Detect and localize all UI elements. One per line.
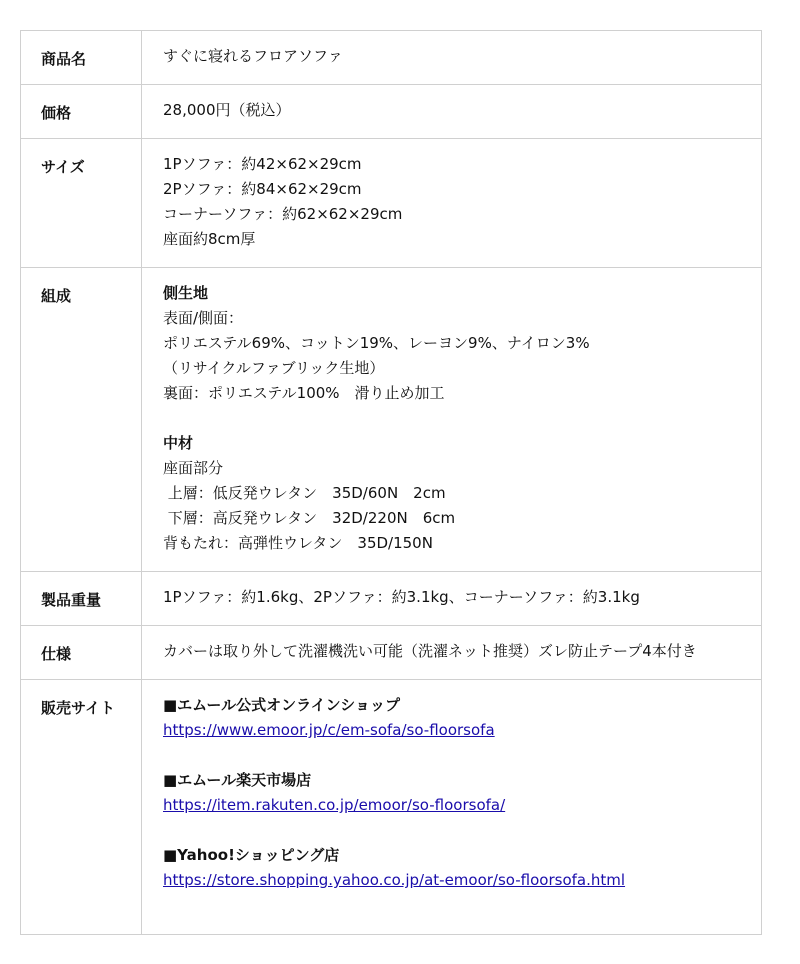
- shop-name-official: ■エムール公式オンラインショップ: [163, 696, 400, 714]
- size-line: 1Pソファ：約42×62×29cm: [163, 155, 362, 173]
- spacer: [163, 743, 761, 768]
- shop-link-rakuten[interactable]: https://item.rakuten.co.jp/emoor/so-floorsofa/: [163, 796, 506, 814]
- composition-line: 表面/側面：: [163, 309, 244, 327]
- spec-value: [142, 31, 761, 84]
- shop-name-yahoo: ■Yahoo!ショッピング店: [163, 846, 340, 864]
- filling-heading: 中材: [163, 434, 194, 452]
- spacer: [163, 406, 761, 431]
- spec-row-size: [21, 139, 761, 268]
- side-fabric-heading: 側生地: [163, 284, 209, 302]
- shop-name-rakuten: ■エムール楽天市場店: [163, 771, 312, 789]
- spec-row-price: [21, 85, 761, 139]
- composition-line: ポリエステル69%、コットン19%、レーヨン9%、ナイロン3%: [163, 334, 590, 352]
- spec-label: 仕様: [21, 626, 142, 679]
- shop-link-official[interactable]: https://www.emoor.jp/c/em-sofa/so-floorsofa: [163, 721, 495, 739]
- spec-value: [142, 268, 761, 571]
- composition-line: 上層：低反発ウレタン 35D/60N 2cm: [163, 484, 446, 502]
- composition-line: 裏面：ポリエステル100% 滑り止め加工: [163, 384, 445, 402]
- product-spec-table: [20, 30, 762, 935]
- spec-row-shops: [21, 680, 761, 934]
- spec-label: 製品重量: [21, 572, 142, 625]
- spec-label: 商品名: [21, 31, 142, 84]
- price: 28,000円（税込）: [163, 101, 291, 119]
- spec-label: サイズ: [21, 139, 142, 267]
- spec-value: [142, 572, 761, 625]
- size-line: コーナーソファ：約62×62×29cm: [163, 205, 403, 223]
- spec-label: 価格: [21, 85, 142, 138]
- spec-label: 販売サイト: [21, 680, 142, 934]
- spec-row-spec: [21, 626, 761, 680]
- spec-row-composition: [21, 268, 761, 572]
- shop-link-yahoo[interactable]: https://store.shopping.yahoo.co.jp/at-emoor/so-floorsofa.html: [163, 871, 626, 889]
- specification: カバーは取り外して洗濯機洗い可能（洗濯ネット推奨）ズレ防止テープ4本付き: [163, 642, 697, 660]
- size-line: 座面約8cm厚: [163, 230, 256, 248]
- product-name: すぐに寝れるフロアソファ: [163, 47, 343, 65]
- spec-label: 組成: [21, 268, 142, 571]
- spec-row-weight: [21, 572, 761, 626]
- spacer: [163, 818, 761, 843]
- composition-line: 背もたれ：高弾性ウレタン 35D/150N: [163, 534, 433, 552]
- spec-row-product-name: [21, 31, 761, 85]
- weight: 1Pソファ：約1.6kg、2Pソファ：約3.1kg、コーナーソファ：約3.1kg: [163, 588, 640, 606]
- composition-line: （リサイクルファブリック生地）: [163, 359, 385, 377]
- spec-value: [142, 680, 761, 934]
- size-line: 2Pソファ：約84×62×29cm: [163, 180, 362, 198]
- spec-value: [142, 626, 761, 679]
- spec-value: [142, 85, 761, 138]
- composition-line: 下層：高反発ウレタン 32D/220N 6cm: [163, 509, 456, 527]
- spec-value: [142, 139, 761, 267]
- composition-line: 座面部分: [163, 459, 224, 477]
